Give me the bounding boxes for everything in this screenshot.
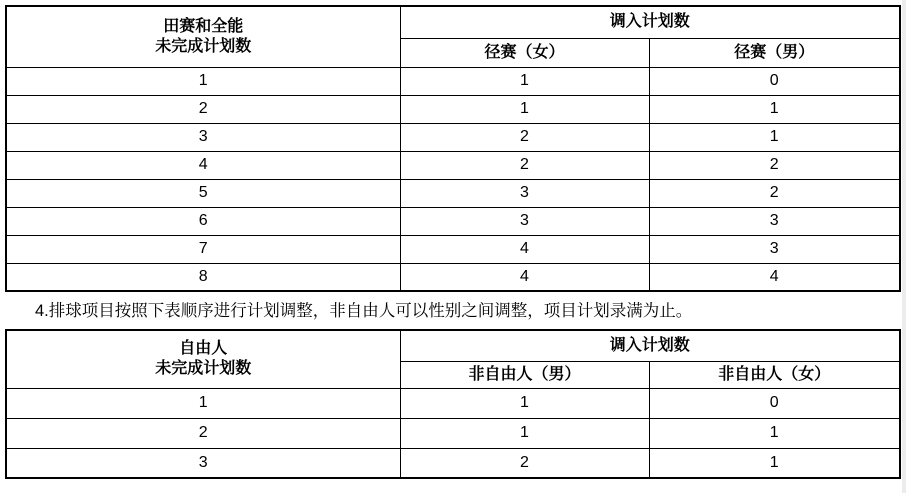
table-cell: 7	[6, 235, 400, 263]
table-cell: 0	[649, 67, 900, 95]
table-row	[6, 67, 900, 95]
transfer-plan-group-header: 调入计划数	[400, 6, 900, 38]
table-cell: 1	[400, 67, 649, 95]
page-edge-strip	[902, 0, 906, 493]
header-line-2: 未完成计划数	[155, 37, 252, 55]
table-row	[6, 151, 900, 179]
volleyball-plan-table	[5, 329, 901, 479]
table-cell: 4	[6, 151, 400, 179]
table-cell: 6	[6, 207, 400, 235]
table-cell: 3	[6, 448, 400, 478]
header-line-2: 未完成计划数	[155, 360, 252, 378]
table-cell: 2	[6, 95, 400, 123]
table-cell: 4	[400, 263, 649, 291]
track-women-header: 径赛（女）	[400, 38, 649, 67]
table-header-row	[6, 6, 900, 38]
table-cell: 2	[649, 151, 900, 179]
table-cell: 1	[649, 448, 900, 478]
table-cell: 3	[6, 123, 400, 151]
table-cell: 1	[400, 95, 649, 123]
table-cell: 5	[6, 179, 400, 207]
table-row	[6, 207, 900, 235]
athletics-table-body	[6, 67, 900, 291]
table-cell: 4	[400, 235, 649, 263]
table-row	[6, 235, 900, 263]
table-cell: 1	[649, 123, 900, 151]
header-line-1: 自由人	[179, 340, 228, 358]
athletics-table-header	[6, 6, 900, 67]
table-cell: 3	[400, 207, 649, 235]
table-cell: 1	[6, 388, 400, 418]
table-row	[6, 418, 900, 448]
table-cell: 1	[649, 418, 900, 448]
table-row	[6, 95, 900, 123]
table-cell: 1	[400, 388, 649, 418]
table-cell: 2	[400, 123, 649, 151]
volleyball-note-text: 4.排球项目按照下表顺序进行计划调整，非自由人可以性别之间调整，项目计划录满为止。	[35, 302, 693, 320]
table-cell: 2	[400, 448, 649, 478]
table-cell: 2	[400, 151, 649, 179]
athletics-plan-table	[5, 5, 901, 292]
table-row	[6, 123, 900, 151]
table-cell: 8	[6, 263, 400, 291]
table-cell: 3	[649, 207, 900, 235]
table-row	[6, 263, 900, 291]
table-cell: 0	[649, 388, 900, 418]
track-men-header: 径赛（男）	[649, 38, 900, 67]
athletics-unfinished-header	[6, 6, 400, 67]
table-cell: 3	[649, 235, 900, 263]
header-line-1: 田赛和全能	[163, 17, 244, 35]
table-header-row	[6, 330, 900, 361]
non-libero-men-header: 非自由人（男）	[400, 361, 649, 388]
non-libero-women-header: 非自由人（女）	[649, 361, 900, 388]
libero-unfinished-header	[6, 330, 400, 388]
table-cell: 2	[6, 418, 400, 448]
table-cell: 4	[649, 263, 900, 291]
table-row	[6, 448, 900, 478]
table-cell: 1	[649, 95, 900, 123]
transfer-plan-group-header: 调入计划数	[400, 330, 900, 361]
volleyball-table-body	[6, 388, 900, 478]
table-row	[6, 179, 900, 207]
volleyball-table-header	[6, 330, 900, 388]
table-cell: 2	[649, 179, 900, 207]
table-cell: 1	[400, 418, 649, 448]
table-cell: 1	[6, 67, 400, 95]
table-row	[6, 388, 900, 418]
table-cell: 3	[400, 179, 649, 207]
